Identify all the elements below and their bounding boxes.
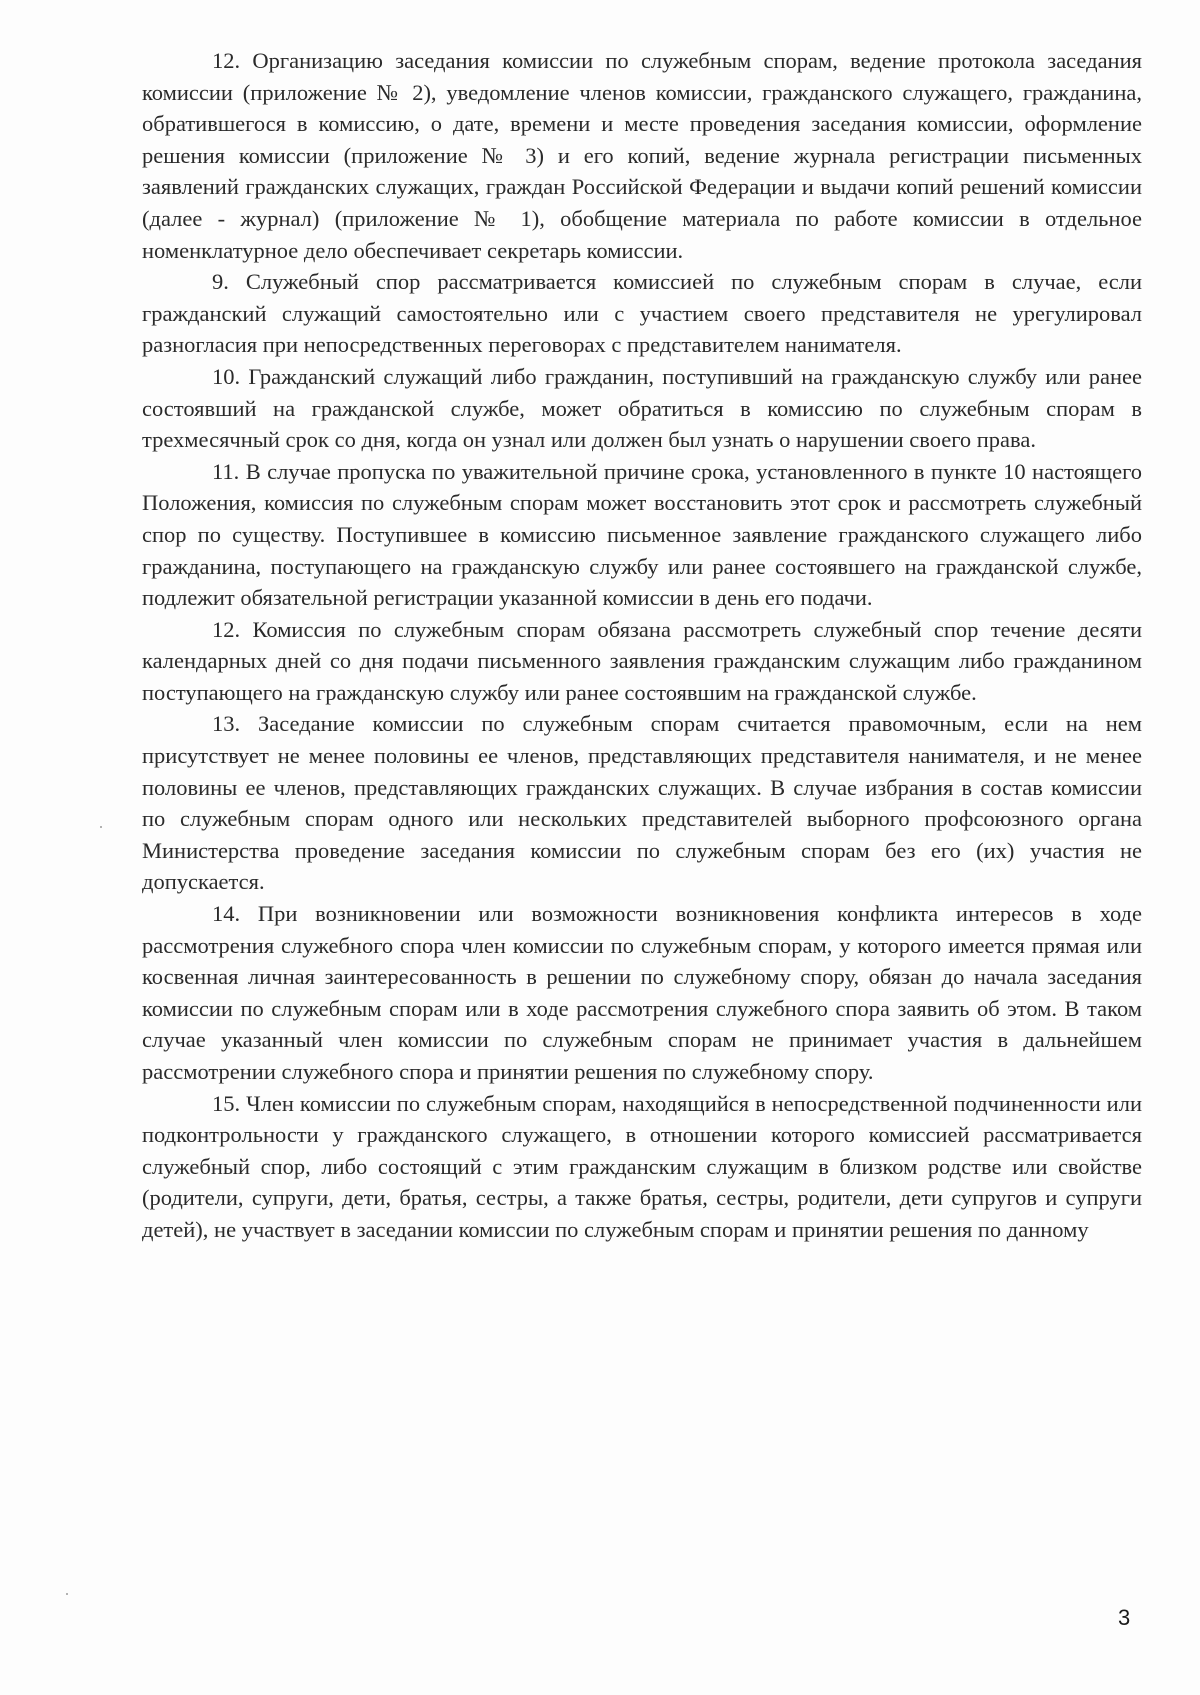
document-body xyxy=(142,45,1142,1246)
paragraph-13: 13. Заседание комиссии по служебным спорам считается правомочным, если на нем присутствует не менее половины ее членов, представляющих представителя нанимателя, и не менее половины ее членов, представляющих гражданских служащих. В случае избрания в состав комиссии по служебным спорам одного или нескольких представителей выборного профсоюзного органа Министерства проведение заседания комиссии по служебным спорам без его (их) участия не допускается. xyxy=(142,711,1142,895)
paragraph-14: 14. При возникновении или возможности возникновения конфликта интересов в ходе рассмотрения служебного спора член комиссии по служебным спорам, у которого имеется прямая или косвенная личная заинтересованность в решении по служебному спору, обязан до начала заседания комиссии по служебным спорам или в ходе рассмотрения служебного спора заявить об этом. В таком случае указанный член комиссии по служебным спорам не принимает участия в дальнейшем рассмотрении служебного спора и принятии решения по служебному спору. xyxy=(142,901,1142,1084)
paragraph-12-organization: 12. Организацию заседания комиссии по служебным спорам, ведение протокола заседания комиссии (приложение № 2), уведомление членов комиссии, гражданского служащего, гражданина, обратившегося в комиссию, о дате, времени и месте проведения заседания комиссии, оформление решения комиссии (приложение № 3) и его копий, ведение журнала регистрации письменных заявлений гражданских служащих, граждан Российской Федерации и выдачи копий решений комиссии (далее - журнал) (приложение № 1), обобщение материала по работе комиссии в отдельное номенклатурное дело обеспечивает секретарь комиссии. xyxy=(142,48,1142,263)
scan-speck xyxy=(66,1593,68,1595)
paragraph-15: 15. Член комиссии по служебным спорам, находящийся в непосредственной подчиненности или подконтрольности у гражданского служащего, в отношении которого комиссией рассматривается служебный спор, либо состоящий с этим гражданским служащим в близком родстве или свойстве (родители, супруги, дети, братья, сестры, а также братья, сестры, родители, дети супругов и супруги детей), не участвует в заседании комиссии по служебным спорам и принятии решения по данному xyxy=(142,1090,1142,1242)
page-number: 3 xyxy=(1118,1605,1131,1630)
paragraph-10: 10. Гражданский служащий либо гражданин, поступивший на гражданскую службу или ранее состоявший на гражданской службе, может обратиться в комиссию по служебным спорам в трехмесячный срок со дня, когда он узнал или должен был узнать о нарушении своего права. xyxy=(142,363,1142,453)
paragraph-12-review-term: 12. Комиссия по служебным спорам обязана рассмотреть служебный спор течение десяти календарных дней со дня подачи письменного заявления гражданским служащим либо гражданином поступающего на гражданскую службу или ранее состоявшим на гражданской службе. xyxy=(142,616,1142,705)
paragraph-11: 11. В случае пропуска по уважительной причине срока, установленного в пункте 10 настоящего Положения, комиссия по служебным спорам может восстановить этот срок и рассмотреть служебный спор по существу. Поступившее в комиссию письменное заявление гражданского служащего либо гражданина, поступающего на гражданскую службу или ранее состоявшего на гражданской службе, подлежит обязательной регистрации указанной комиссии в день его подачи. xyxy=(142,458,1142,611)
scan-speck xyxy=(100,826,102,828)
paragraph-9: 9. Служебный спор рассматривается комиссией по служебным спорам в случае, если гражданский служащий самостоятельно или с участием своего представителя не урегулировал разногласия при непосредственных переговорах с представителем нанимателя. xyxy=(142,269,1142,358)
